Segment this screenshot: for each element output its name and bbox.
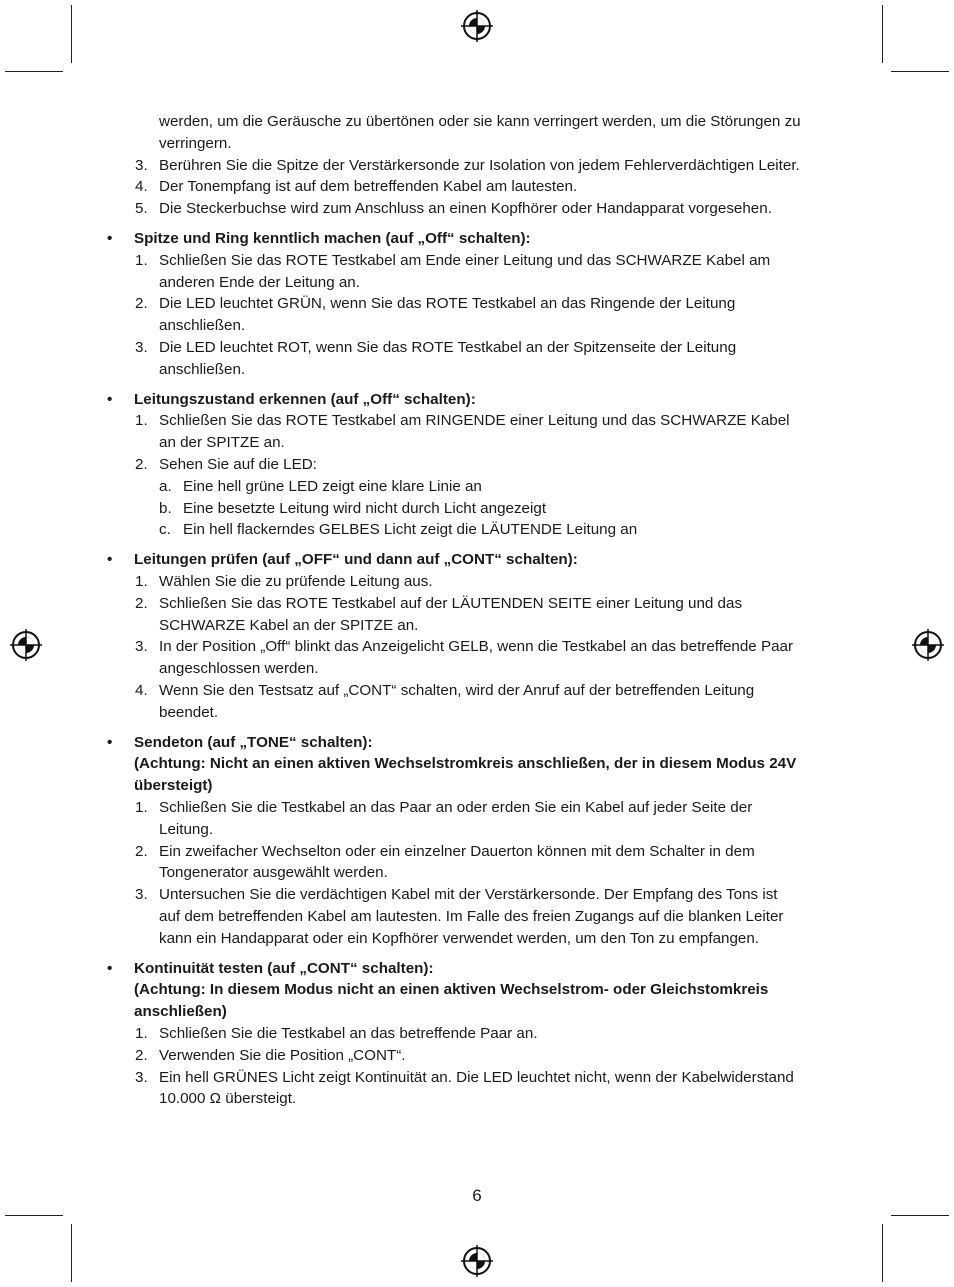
list-item-text: beendet. bbox=[159, 703, 219, 721]
section-heading: anschließen) bbox=[134, 1003, 227, 1021]
list-item-text: Wenn Sie den Testsatz auf „CONT“ schalten, wird der Anruf auf der betreffenden Leitung bbox=[159, 682, 755, 699]
list-item-text: angeschlossen werden. bbox=[159, 660, 319, 678]
paragraph-line: werden, um die Geräusche zu übertönen oder sie kann verringert werden, um die Störungen zu bbox=[159, 113, 801, 130]
list-item-text: 10.000 Ω übersteigt. bbox=[159, 1090, 297, 1108]
list-item-text: Schließen Sie die Testkabel an das betreffende Paar an. bbox=[159, 1025, 538, 1042]
list-item-text: Verwenden Sie die Position „CONT“. bbox=[159, 1046, 406, 1064]
crop-mark bbox=[891, 1215, 949, 1216]
list-item-text: Eine hell grüne LED zeigt eine klare Linie an bbox=[183, 477, 482, 495]
section-heading: Kontinuität testen (auf „CONT“ schalten): bbox=[134, 959, 434, 977]
list-item-text: SCHWARZE Kabel an der SPITZE an. bbox=[159, 616, 419, 634]
list-item-text: Berühren Sie die Spitze der Verstärkersonde zur Isolation von jedem Fehlerverdächtigen Leiter. bbox=[159, 156, 800, 174]
list-item-number: 5. bbox=[135, 200, 148, 218]
list-item-number: 1. bbox=[135, 251, 148, 269]
crop-mark bbox=[891, 71, 949, 72]
section-heading: (Achtung: Nicht an einen aktiven Wechselstromkreis anschließen, der in diesem Modus 24V bbox=[134, 755, 797, 773]
list-item-text: Schließen Sie die Testkabel an das Paar an oder erden Sie ein Kabel auf jeder Seite der bbox=[159, 799, 753, 816]
bullet-icon: • bbox=[107, 959, 113, 977]
list-item-text: anderen Ende der Leitung an. bbox=[159, 273, 360, 291]
paragraph-line: verringern. bbox=[159, 134, 232, 152]
list-item-number: 3. bbox=[135, 156, 148, 174]
list-item-number: 1. bbox=[135, 412, 148, 430]
list-item-text: auf dem betreffenden Kabel am lautesten. Im Falle des freien Zugangs auf die blanken Leiter bbox=[159, 908, 784, 925]
registration-mark-icon bbox=[461, 1245, 493, 1277]
section-heading: Spitze und Ring kenntlich machen (auf „Off“ schalten): bbox=[134, 230, 531, 247]
section-heading: Leitungen prüfen (auf „OFF“ und dann auf „CONT“ schalten): bbox=[134, 551, 578, 569]
list-item-number: 3. bbox=[135, 1068, 148, 1086]
list-item-text: Der Tonempfang ist auf dem betreffenden Kabel am lautesten. bbox=[159, 178, 578, 196]
list-item-text: anschließen. bbox=[159, 360, 246, 378]
list-item-text: Ein zweifacher Wechselton oder ein einzelner Dauerton können mit dem Schalter in dem bbox=[159, 842, 755, 860]
list-item-number: 1. bbox=[135, 1025, 148, 1042]
list-item-number: 2. bbox=[135, 594, 148, 612]
list-item-number: 1. bbox=[135, 573, 148, 590]
list-item-number: b. bbox=[159, 499, 172, 517]
list-item-text: anschließen. bbox=[159, 317, 246, 335]
page-number: 6 bbox=[472, 1186, 482, 1205]
section-heading: (Achtung: In diesem Modus nicht an einen aktiven Wechselstrom- oder Gleichstomkreis bbox=[134, 981, 769, 999]
list-item-text: Die LED leuchtet GRÜN, wenn Sie das ROTE Testkabel an das Ringende der Leitung bbox=[159, 295, 736, 313]
list-item-text: Die Steckerbuchse wird zum Anschluss an einen Kopfhörer oder Handapparat vorgesehen. bbox=[159, 200, 772, 218]
list-item-number: 2. bbox=[135, 295, 148, 313]
registration-mark-icon bbox=[912, 629, 944, 661]
list-item-text: Tongenerator ausgewählt werden. bbox=[159, 864, 388, 882]
list-item-number: 3. bbox=[135, 886, 148, 904]
section-heading: übersteigt) bbox=[134, 777, 213, 795]
list-item-number: 4. bbox=[135, 178, 148, 196]
crop-mark bbox=[882, 1224, 883, 1282]
list-item-number: 1. bbox=[135, 799, 148, 816]
list-item-text: Eine besetzte Leitung wird nicht durch Licht angezeigt bbox=[183, 499, 547, 517]
list-item-text: Leitung. bbox=[159, 820, 214, 838]
crop-mark bbox=[5, 71, 63, 72]
list-item-text: an der SPITZE an. bbox=[159, 434, 285, 452]
crop-mark bbox=[5, 1215, 63, 1216]
registration-mark-icon bbox=[10, 629, 42, 661]
list-item-text: In der Position „Off“ blinkt das Anzeigelicht GELB, wenn die Testkabel an das betreffende Paar bbox=[159, 638, 794, 656]
bullet-icon: • bbox=[107, 230, 113, 247]
list-item-text: Die LED leuchtet ROT, wenn Sie das ROTE Testkabel an der Spitzenseite der Leitung bbox=[159, 339, 737, 356]
section-heading: Sendeton (auf „TONE“ schalten): bbox=[134, 733, 373, 751]
list-item-text: Schließen Sie das ROTE Testkabel am Ende einer Leitung und das SCHWARZE Kabel am bbox=[159, 251, 771, 269]
list-item-text: Ein hell flackerndes GELBES Licht zeigt die LÄUTENDE Leitung an bbox=[183, 521, 638, 539]
list-item-number: c. bbox=[159, 521, 171, 539]
list-item-number: 3. bbox=[135, 638, 148, 656]
list-item-number: 4. bbox=[135, 682, 148, 699]
list-item-text: kann ein Handapparat oder ein Kopfhörer verwendet werden, um den Ton zu empfangen. bbox=[159, 929, 760, 947]
list-item-number: 2. bbox=[135, 1046, 148, 1064]
list-item-number: a. bbox=[159, 477, 172, 495]
bullet-icon: • bbox=[107, 733, 113, 751]
list-item-number: 2. bbox=[135, 842, 148, 860]
list-item-text: Wählen Sie die zu prüfende Leitung aus. bbox=[159, 573, 433, 590]
crop-mark bbox=[71, 5, 72, 63]
list-item-text: Schließen Sie das ROTE Testkabel am RINGENDE einer Leitung und das SCHWARZE Kabel bbox=[159, 412, 790, 430]
list-item-text: Schließen Sie das ROTE Testkabel auf der LÄUTENDEN SEITE einer Leitung und das bbox=[159, 594, 743, 612]
registration-mark-icon bbox=[461, 10, 493, 42]
list-item-text: Ein hell GRÜNES Licht zeigt Kontinuität an. Die LED leuchtet nicht, wenn der Kabelwiderstand bbox=[159, 1068, 794, 1086]
list-item-number: 2. bbox=[135, 456, 148, 473]
crop-mark bbox=[71, 1224, 72, 1282]
list-item-number: 3. bbox=[135, 339, 148, 356]
bullet-icon: • bbox=[107, 390, 113, 408]
bullet-icon: • bbox=[107, 551, 113, 569]
list-item-text: Untersuchen Sie die verdächtigen Kabel mit der Verstärkersonde. Der Empfang des Tons ist bbox=[159, 886, 778, 904]
crop-mark bbox=[882, 5, 883, 63]
section-heading: Leitungszustand erkennen (auf „Off“ schalten): bbox=[134, 390, 476, 408]
list-item-text: Sehen Sie auf die LED: bbox=[159, 456, 317, 473]
